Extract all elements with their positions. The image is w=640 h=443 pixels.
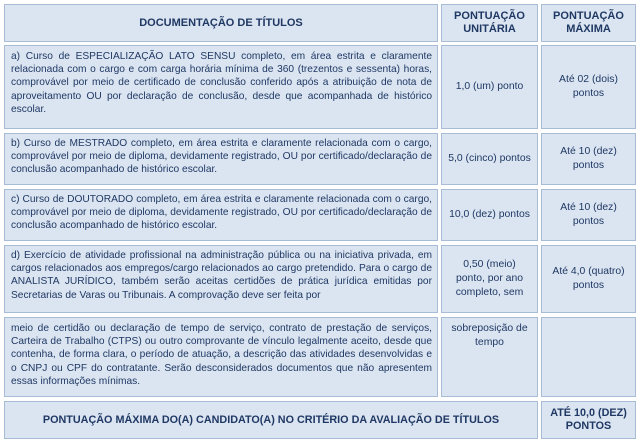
row-b-description	[4, 133, 438, 185]
row-d-continuation-unit-text: sobreposição de tempo	[451, 323, 528, 348]
row-d-continuation-unit-score	[441, 317, 538, 397]
row-b-unit-score	[441, 133, 538, 185]
row-d-max-score	[541, 245, 636, 313]
footer-value	[541, 401, 636, 439]
row-d-continuation-text: meio de certidão ou declaração de tempo de serviço, contrato de prestação de serviços, Carteira de Trabalho (CTPS) ou outro comprovante de vínculo legalmente aceito, desde que contenha, de forma clara, o período de atuação, a descrição das atividades desenvolvidas e o CNPJ ou CPF do contratante. Serão desconsiderados documentos que não apresentem essas informações mínimas.	[11, 323, 432, 387]
header-unit-score	[441, 4, 538, 42]
row-b-max-score-text: Até 10 (dez) pontos	[560, 146, 617, 171]
row-d-description-text: d) Exercício de atividade profissional na administração pública ou na iniciativa privada, em cargos relacionados aos empregos/cargo relacionados ao cargo pretendido. Para o cargo de ANALISTA JURÍDICO, também serão aceitas certidões de prática jurídica emitidas por Secretarias de Varas ou Tribunais. A comprovação deve ser feita por	[11, 250, 432, 301]
row-d-unit-score	[441, 245, 538, 313]
footer-value-text: ATÉ 10,0 (DEZ) PONTOS	[550, 407, 627, 432]
row-b-max-score	[541, 133, 636, 185]
footer-label	[4, 401, 538, 439]
header-documentation	[4, 4, 438, 42]
header-max-score	[541, 4, 636, 42]
row-c-description	[4, 189, 438, 241]
row-a-max-score-text: Até 02 (dois) pontos	[559, 74, 618, 99]
row-b-unit-score-text: 5,0 (cinco) pontos	[448, 153, 531, 164]
row-d-continuation-description	[4, 317, 438, 397]
row-d-continuation-max-score	[541, 317, 636, 397]
row-c-max-score	[541, 189, 636, 241]
header-max-score-text: PONTUAÇÃO MÁXIMA	[553, 10, 624, 35]
row-c-unit-score	[441, 189, 538, 241]
row-d-max-score-text: Até 4,0 (quatro) pontos	[552, 266, 625, 291]
row-a-unit-score-text: 1,0 (um) ponto	[455, 81, 524, 92]
row-a-unit-score	[441, 45, 538, 129]
row-a-description	[4, 45, 438, 129]
row-b-description-text: b) Curso de MESTRADO completo, em área estrita e claramente relacionada com o cargo, comprovável por meio de diploma, devidamente registrado, OU por certificado/declaração de conclusão acompanhado de histórico escolar.	[11, 138, 432, 176]
row-c-max-score-text: Até 10 (dez) pontos	[560, 202, 617, 227]
row-a-description-text: a) Curso de ESPECIALIZAÇÃO LATO SENSU completo, em área estrita e claramente relacionada com o cargo e com carga horária mínima de 360 (trezentos e sessenta) horas, comprovável por meio de certificado de conclusão conferido após a atribuição de nota de aproveitamento OU por declaração de conclusão, desde que acompanhada de histórico escolar.	[11, 51, 432, 115]
row-d-description	[4, 245, 438, 313]
header-documentation-text: DOCUMENTAÇÃO DE TÍTULOS	[139, 16, 303, 29]
header-unit-score-text: PONTUAÇÃO UNITÁRIA	[454, 10, 525, 35]
row-c-description-text: c) Curso de DOUTORADO completo, em área estrita e claramente relacionada com o cargo, comprovável por meio de diploma, devidamente registrado, OU por certificado/declaração de conclusão acompanhado de histórico escolar.	[11, 194, 432, 232]
row-c-unit-score-text: 10,0 (dez) pontos	[449, 209, 530, 220]
row-d-unit-score-text: 0,50 (meio) ponto, por ano completo, sem	[455, 259, 524, 298]
footer-label-text: PONTUAÇÃO MÁXIMA DO(A) CANDIDATO(A) NO CRITÉRIO DA AVALIAÇÃO DE TÍTULOS	[42, 413, 500, 426]
row-a-max-score	[541, 45, 636, 129]
